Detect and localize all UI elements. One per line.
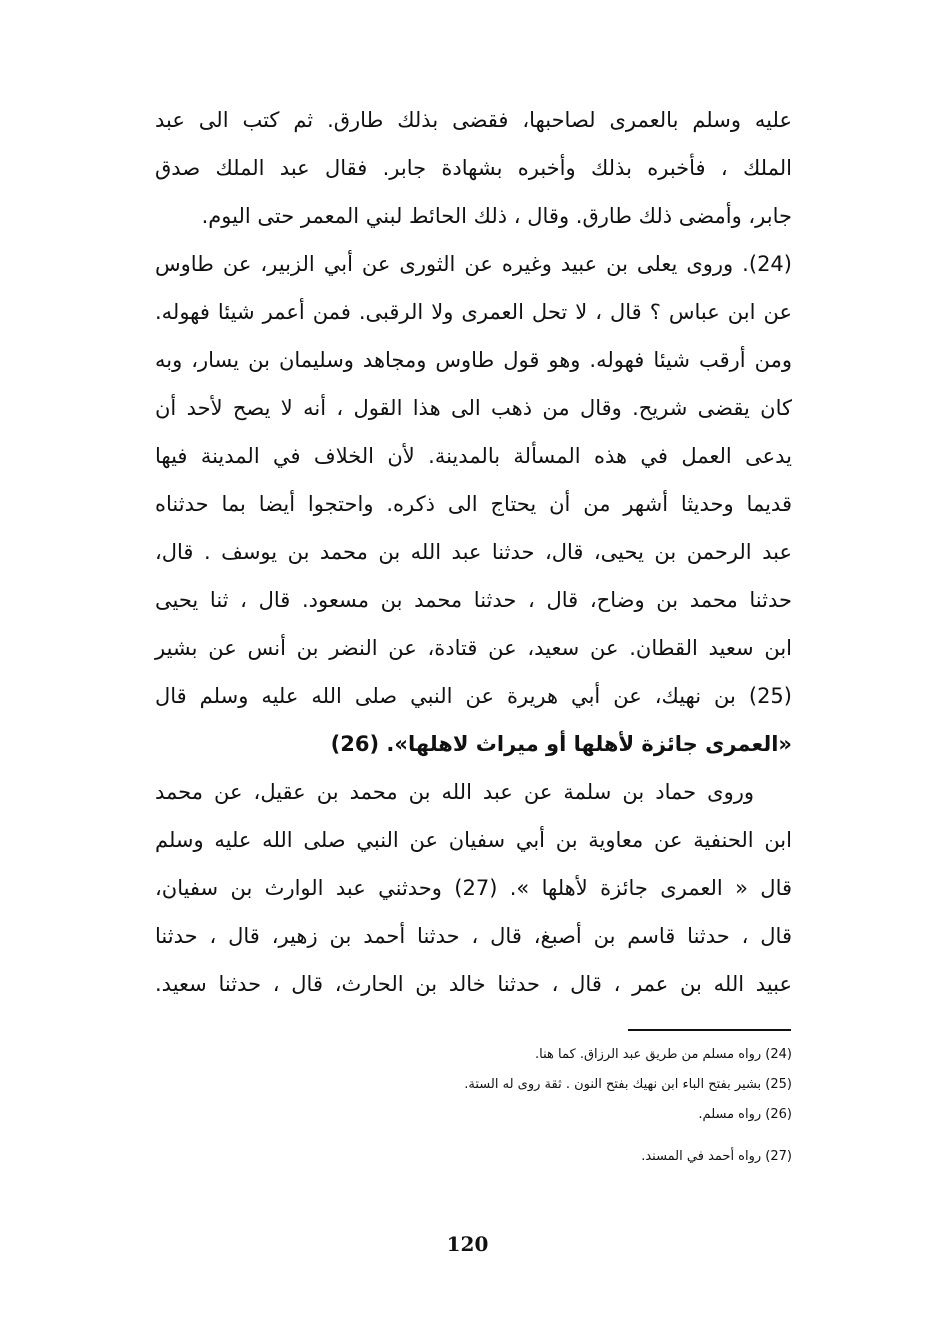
text-line: (25) بن نهيك، عن أبي هريرة عن النبي صلى الله عليه وسلم قال — [155, 684, 792, 708]
text-line: قال « العمرى جائزة لأهلها ». (27) وحدثني عبد الوارث بن سفيان، — [155, 876, 793, 900]
text-line: عليه وسلم بالعمرى لصاحبها، فقضى بذلك طارق. ثم كتب الى عبد — [155, 108, 792, 132]
text-line: قال ، حدثنا قاسم بن أصبغ، قال ، حدثنا أحمد بن زهير، قال ، حدثنا — [155, 924, 792, 948]
footnotes — [300, 1040, 792, 1172]
text-line: حدثنا محمد بن وضاح، قال ، حدثنا محمد بن مسعود. قال ، ثنا يحيى — [155, 588, 792, 612]
text-line: قديما وحديثا أشهر من أن يحتاج الى ذكره. واحتجوا أيضا بما حدثناه — [155, 492, 792, 516]
text-line: (24). وروى يعلى بن عبيد وغيره عن الثورى عن أبي الزبير، عن طاوس — [155, 252, 792, 276]
footnote: (24) رواه مسلم من طريق عبد الرزاق. كما هنا. — [535, 1047, 792, 1062]
footnote: (26) رواه مسلم. — [698, 1107, 792, 1122]
text-line: ابن الحنفية عن معاوية بن أبي سفيان عن النبي صلى الله عليه وسلم — [155, 828, 792, 852]
text-line: يدعى العمل في هذه المسألة بالمدينة. لأن الخلاف في المدينة فيها — [155, 444, 792, 468]
hadith-quote-line: «العمرى جائزة لأهلها أو ميراث لاهلها». (26) — [330, 732, 792, 756]
footnote: (25) بشير بفتح الباء ابن نهيك بفتح النون . ثقة روى له الستة. — [464, 1077, 792, 1092]
text-line: عن ابن عباس ؟ قال ، لا تحل العمرى ولا الرقبى. فمن أعمر شيئا فهوله. — [155, 300, 792, 324]
text-line: عبيد الله بن عمر ، قال ، حدثنا خالد بن الحارث، قال ، حدثنا سعيد. — [155, 972, 792, 996]
text-line: ومن أرقب شيئا فهوله. وهو قول طاوس ومجاهد وسليمان بن يسار، وبه — [155, 348, 792, 372]
text-line: الملك ، فأخبره بذلك وأخبره بشهادة جابر. فقال عبد الملك صدق — [155, 156, 792, 180]
page-number: 120 — [446, 1232, 489, 1256]
footnote: (27) رواه أحمد في المسند. — [641, 1149, 792, 1164]
paragraph-start-line: وروى حماد بن سلمة عن عبد الله بن محمد بن عقيل، عن محمد — [155, 780, 754, 804]
text-line: كان يقضى شريح. وقال من ذهب الى هذا القول ، أنه لا يصح لأحد أن — [155, 396, 792, 420]
footnote-divider — [628, 1029, 791, 1031]
main-text — [155, 96, 792, 1008]
text-line: عبد الرحمن بن يحيى، قال، حدثنا عبد الله بن محمد بن يوسف . قال، — [155, 540, 792, 564]
text-line: ابن سعيد القطان. عن سعيد، عن قتادة، عن النضر بن أنس عن بشير — [155, 636, 792, 660]
text-line: جابر، وأمضى ذلك طارق. وقال ، ذلك الحائط لبني المعمر حتى اليوم. — [201, 204, 792, 228]
